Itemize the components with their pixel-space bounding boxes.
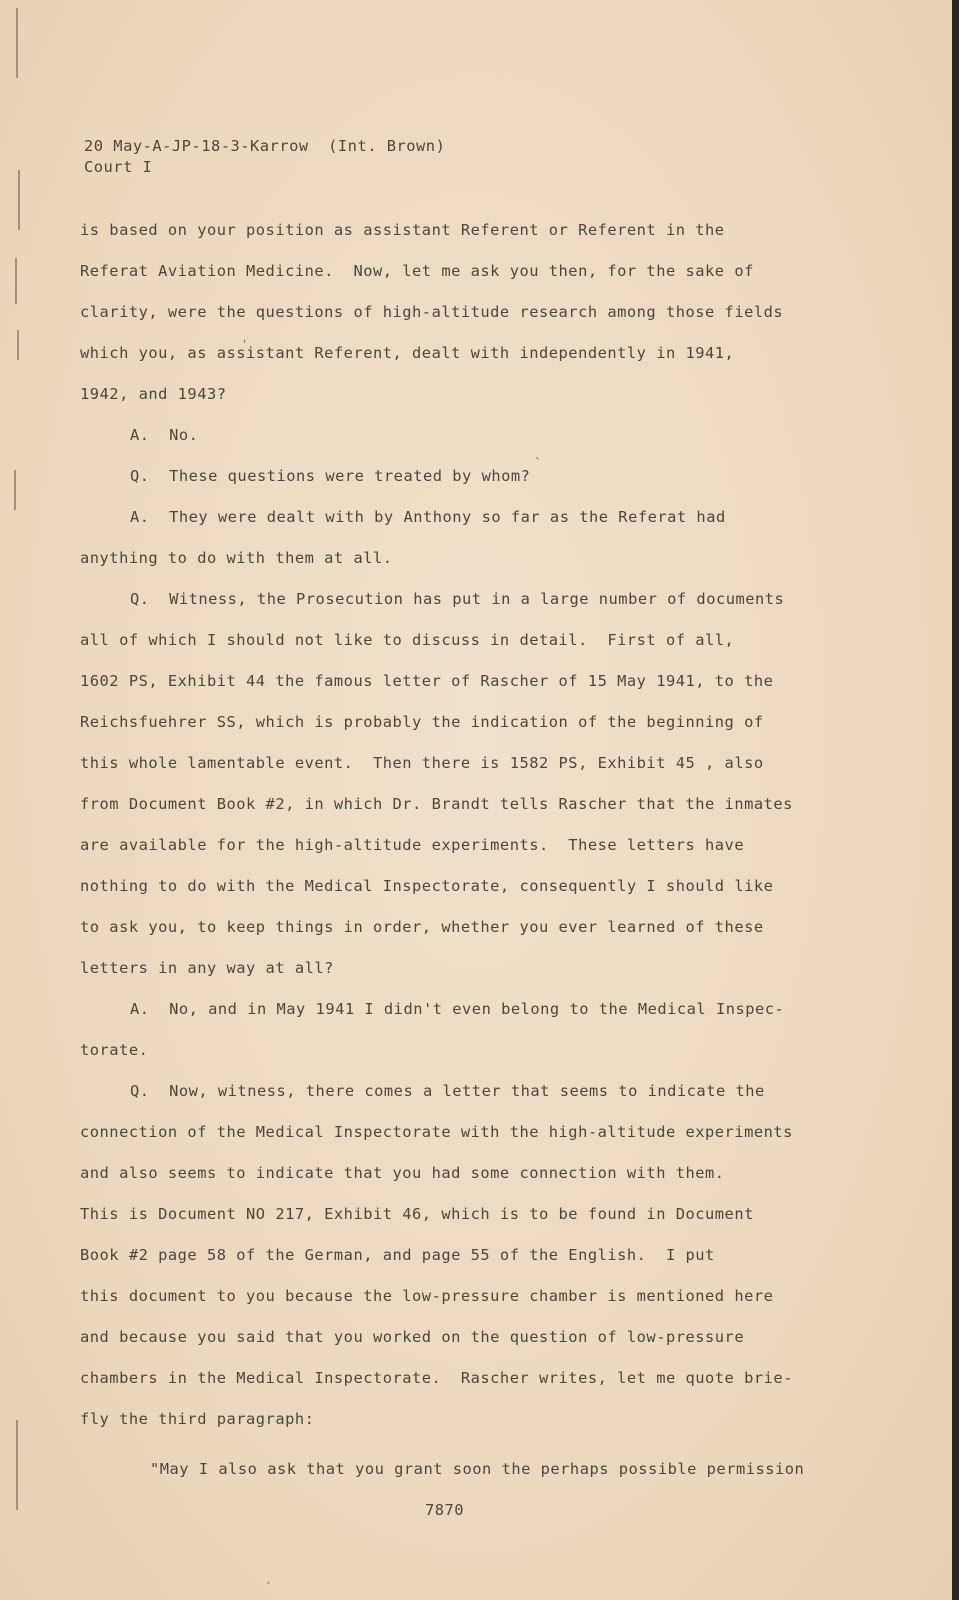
body-line: from Document Book #2, in which Dr. Brandt tells Rascher that the inmates [80, 795, 793, 813]
body-line: fly the third paragraph: [80, 1410, 315, 1428]
body-line: is based on your position as assistant Referent or Referent in the [80, 221, 725, 239]
question-line: Q. Now, witness, there comes a letter that seems to indicate the [130, 1082, 765, 1100]
body-line: Book #2 page 58 of the German, and page 55 of the English. I put [80, 1246, 715, 1264]
body-line: and also seems to indicate that you had some connection with them. [80, 1164, 725, 1182]
answer-line: A. No, and in May 1941 I didn't even belong to the Medical Inspec- [130, 1000, 785, 1018]
body-line: This is Document NO 217, Exhibit 46, which is to be found in Document [80, 1205, 754, 1223]
body-line: all of which I should not like to discuss in detail. First of all, [80, 631, 735, 649]
body-line: are available for the high-altitude experiments. These letters have [80, 836, 745, 854]
court-label: Court I [84, 158, 153, 176]
question-line: Q. These questions were treated by whom? [130, 467, 531, 485]
body-line: nothing to do with the Medical Inspectorate, consequently I should like [80, 877, 774, 895]
page-number: 7870 [425, 1501, 465, 1520]
body-line: this whole lamentable event. Then there is 1582 PS, Exhibit 45 , also [80, 754, 764, 772]
body-line: connection of the Medical Inspectorate with the high-altitude experiments [80, 1123, 793, 1141]
body-line: clarity, were the questions of high-altitude research among those fields [80, 303, 784, 321]
body-line: 1942, and 1943? [80, 385, 227, 403]
body-line: which you, as assistant Referent, dealt with independently in 1941, [80, 344, 735, 362]
answer-line: A. No. [130, 426, 199, 444]
quoted-passage: "May I also ask that you grant soon the perhaps possible permission [150, 1460, 805, 1478]
question-line: Q. Witness, the Prosecution has put in a large number of documents [130, 590, 785, 608]
body-line: 1602 PS, Exhibit 44 the famous letter of Rascher of 15 May 1941, to the [80, 672, 774, 690]
answer-continuation: anything to do with them at all. [80, 549, 393, 567]
stray-pen-mark: ˋ [535, 456, 542, 470]
header-caption: 20 May-A-JP-18-3-Karrow (Int. Brown) [84, 137, 446, 155]
body-line: to ask you, to keep things in order, whether you ever learned of these [80, 918, 764, 936]
body-line: Reichsfuehrer SS, which is probably the indication of the beginning of [80, 713, 764, 731]
body-line: letters in any way at all? [80, 959, 334, 977]
body-line: Referat Aviation Medicine. Now, let me ask you then, for the sake of [80, 262, 754, 280]
stray-pen-mark: ˌ [243, 330, 247, 344]
body-line: chambers in the Medical Inspectorate. Rascher writes, let me quote brie- [80, 1369, 793, 1387]
body-line: and because you said that you worked on the question of low-pressure [80, 1328, 745, 1346]
answer-continuation: torate. [80, 1041, 149, 1059]
answer-line: A. They were dealt with by Anthony so far as the Referat had [130, 508, 726, 526]
stray-pen-mark: ˏ [265, 1570, 272, 1584]
body-line: this document to you because the low-pressure chamber is mentioned here [80, 1287, 774, 1305]
